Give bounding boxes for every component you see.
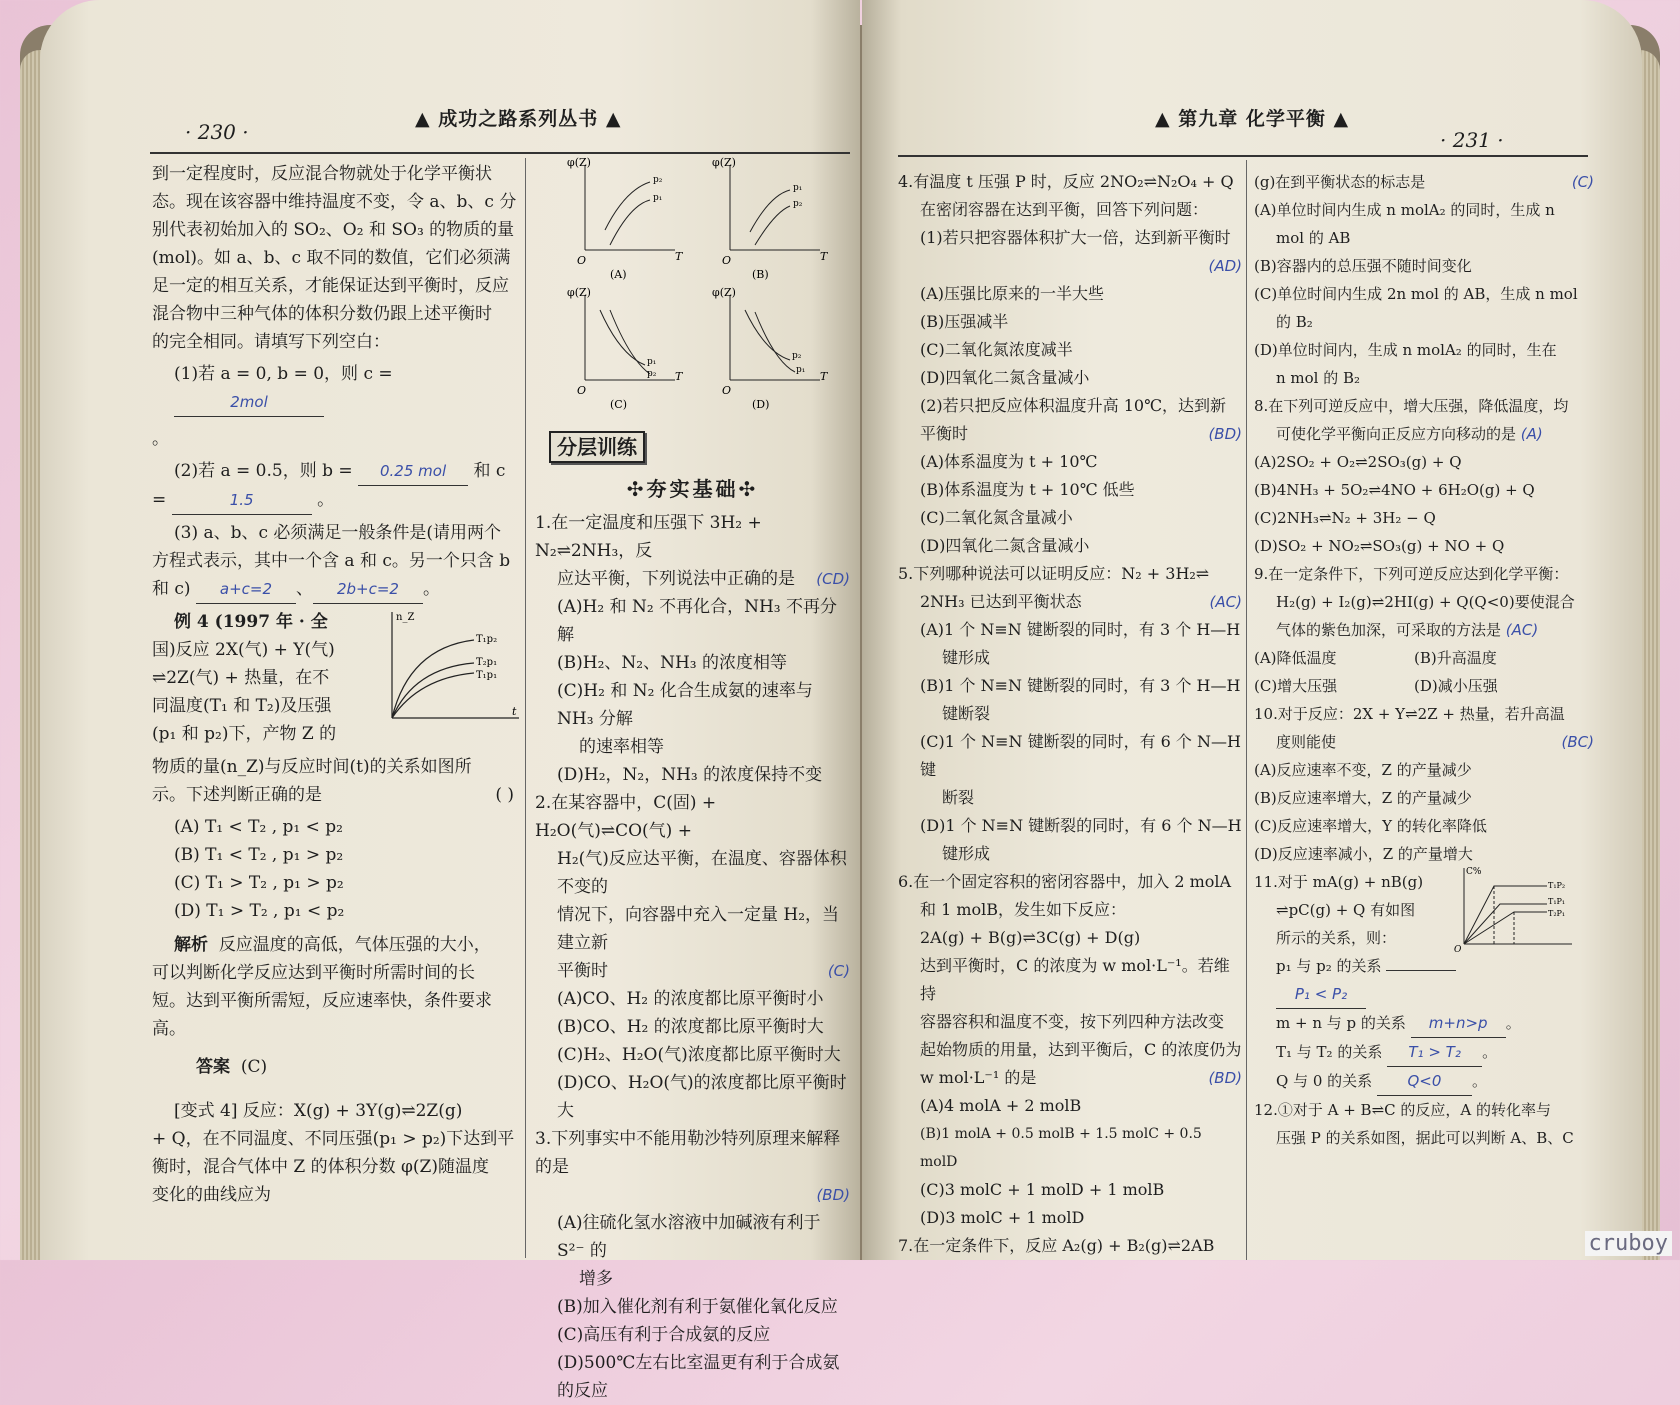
watermark: cruboy xyxy=(1585,1231,1672,1256)
question-7-start: 7.在一定条件下，反应 A₂(g) + B₂(g)⇌2AB xyxy=(898,1236,1215,1255)
question-7: (g)在到平衡状态的标志是 (C) (A)单位时间内生成 n molA₂ 的同时，生成 n mol 的 AB (B)容器内的总压强不随时间变化 (C)单位时间内生成 2n mol 的 AB，生成 n mol 的 B₂ (D)单位时间内，生成 n molA₂ 的同时，生在 n mol 的 B₂ xyxy=(1254,173,1594,387)
question-6: 6.在一个固定容积的密闭容器中，加入 2 molA 和 1 molB，发生如下反应： 2A(g) + B(g)⇌3C(g) + D(g) 达到平衡时，C 的浓度为 w mol·L⁻¹。若维持 容器容积和温度不变，按下列四种方法改变 起始物质的用量，达到平衡后，C 的浓度仍为 w mol·L⁻¹ 的是 (BD) (A)4 molA + 2 molB (B)1 molA + 0.5 molB + 1.5 molC + 0.5 molD (C)3 molC + 1 molD + 1 molB (D)3 molC + 1 molD xyxy=(898,872,1242,1227)
right-header-rule xyxy=(898,155,1588,157)
question-4: 4.有温度 t 压强 P 时，反应 2NO₂⇌N₂O₄ + Q 在密闭容器在达到平衡，回答下列问题： (1)若只把容器体积扩大一倍，达到新平衡时 (AD) (A)压强比原来的一半大些 (B)压强减半 (C)二氧化氮浓度减半 (D)四氧化二氮含量减小 (2)若只把反应体积温度升高 10℃，达到新 平衡时 (BD) (A)体系温度为 t + 10℃ (B)体系温度为 t + 10℃ 低些 (C)二氧化氮含量减小 (D)四氧化二氮含量减小 xyxy=(898,172,1242,555)
svg-text:T₁P₂: T₁P₂ xyxy=(1548,881,1566,890)
svg-text:T₂P₁: T₂P₁ xyxy=(1548,909,1566,918)
svg-text:φ(Z): φ(Z) xyxy=(567,286,591,299)
ex4-question: 示。下述判断正确的是 ( ) xyxy=(152,785,514,805)
example4-block: 例 4 (1997 年 · 全 国)反应 2X(气) + Y(气) ⇌2Z(气) + 热量，在不 同温度(T₁ 和 T₂)及压强 (p₁ 和 p₂)下，产物 Z 的 n_Z t T₁p₂ T₂p₁ T₁p₁ xyxy=(152,608,522,753)
variant4: [变式 4] 反应：X(g) + 3Y(g)⇌2Z(g) + Q，在不同温度、不同压强(p₁ > p₂)下达到平 衡时，混合气体中 Z 的体积分数 φ(Z)随温度 变化的曲线应为 xyxy=(152,1101,515,1205)
fill-q2-blank-c[interactable]: 1.5 xyxy=(172,486,312,515)
right-column-divider xyxy=(1246,160,1247,1260)
fill-q3: 和 c) a+c=2 、 2b+c=2 。 xyxy=(152,575,522,604)
right-page-header: ▲ 第九章 化学平衡 ▲ xyxy=(1155,108,1350,130)
fill-q3-blank-1[interactable]: a+c=2 xyxy=(196,575,296,604)
svg-text:T: T xyxy=(675,250,683,263)
svg-text:(C): (C) xyxy=(610,398,627,411)
left-col1: 到一定程度时，反应混合物就处于化学平衡状 态。现在该容器中维持温度不变，令 a、b、c 分 别代表初始加入的 SO₂、O₂ 和 SO₃ 的物质的量 (mol)。如 a、b、c 取不同的数值，它们必须满 足一定的相互关系，才能保证达到平衡时，反应 混合物中三种气体的体积分数仍跟上述平衡时 的完全相同。请填写下列空白： (1)若 a = 0, b = 0，则 c = 2mol 。 (2)若 a = 0.5，则 b = 0.25 mol 和 c = 1.5 。 (3) a、b、c 必须满足一般条件是(请用两个 方程式表示，其中一个含 a 和 c。另一个只含 b 和 c) a+c=2 、 2b+c=2 。 例 4 (1997 年 · 全 国)反应 2X(气) + Y(气) ⇌2Z(气) + 热量，在不 同温度(T₁ 和 T₂)及压强 (p₁ 和 p₂)下，产物 Z 的 n_Z t T₁p₂ T₂p₁ T₁p₁ 物质的量(n_Z)与反应时间(t)的关系如图所 示。下述判断正确的是 ( ) (A) T₁ < T₂ , p₁ < p₂ (B) T₁ < T₂ , p₁ > p₂ (C) T₁ > T₂ , p₁ > p₂ (D) T₁ > T₂ , p₁ < p₂ 解析 反应温度的高低，气体压强的大小， 可以判断化学反应达到平衡时所需时间的长 短。达到平衡所需短，反应速率快，条件要求 高。 答案 (C) [变式 4] 反应：X(g) + 3Y(g)⇌2Z(g) + Q，在不同温度、不同压强(p₁ > p₂)下达到平 衡时，混合气体中 Z 的体积分数 φ(Z)随温度 变化的曲线应为 xyxy=(152,160,522,1209)
left-col2 xyxy=(535,150,850,1405)
svg-text:O: O xyxy=(722,384,732,397)
ex4-curve-1-label: T₁p₂ xyxy=(476,634,498,645)
fill-q1: (1)若 a = 0, b = 0，则 c = 2mol xyxy=(152,360,522,417)
question-1: 1.在一定温度和压强下 3H₂ + N₂⇌2NH₃，反 应达平衡，下列说法中正确的是 (CD) (A)H₂ 和 N₂ 不再化合，NH₃ 不再分解 (B)H₂、N₂、NH₃ 的浓度相等 (C)H₂ 和 N₂ 化合生成氨的速率与 NH₃ 分解 的速率相等 (D)H₂，N₂，NH₃ 的浓度保持不变 xyxy=(535,513,850,785)
fill-q2-c: = 1.5 。 xyxy=(152,486,522,515)
svg-text:p₁: p₁ xyxy=(793,183,803,193)
ex4-graph-xlabel: t xyxy=(512,705,517,718)
question-8: 8.在下列可逆反应中，增大压强，降低温度，均 可使化学平衡向正反应方向移动的是 (A) (A)2SO₂ + O₂⇌2SO₃(g) + Q (B)4NH₃ + 5O₂⇌4NO + 6H₂O(g) + Q (C)2NH₃⇌N₂ + 3H₂ − Q (D)SO₂ + NO₂⇌SO₃(g) + NO + Q xyxy=(1254,397,1569,555)
ex4-curve-3-label: T₁p₁ xyxy=(476,670,498,681)
svg-text:T₁P₁: T₁P₁ xyxy=(1548,897,1566,906)
question-9: 9.在一定条件下，下列可逆反应达到化学平衡： H₂(g) + I₂(g)⇌2HI(g) + Q(Q<0)要使混合 气体的紫色加深，可采取的方法是 (AC) (A)降低温度 (B)升高温度 (C)增大压强 (D)减小压强 xyxy=(1254,565,1575,695)
left-page-header: ▲ 成功之路系列丛书 ▲ xyxy=(415,108,622,130)
variant4-graphs xyxy=(535,150,850,420)
svg-text:φ(Z): φ(Z) xyxy=(712,156,736,169)
left-column-divider xyxy=(525,158,526,1258)
layered-training-box: 分层训练 xyxy=(535,431,850,463)
fill-q2-blank-b[interactable]: 0.25 mol xyxy=(358,457,468,486)
q11-p-relation: p₁ 与 p₂ 的关系 xyxy=(1254,952,1594,980)
right-page-number: · 231 · xyxy=(1440,128,1504,152)
ex4-curve-2-label: T₂p₁ xyxy=(476,657,498,668)
svg-text:O: O xyxy=(722,254,732,267)
section-title: ✣夯实基础✣ xyxy=(626,477,759,501)
example4-graph xyxy=(384,608,524,728)
graph-a xyxy=(567,156,684,281)
svg-text:p₂: p₂ xyxy=(653,175,663,185)
svg-text:p₂: p₂ xyxy=(793,199,803,209)
graph-c xyxy=(567,286,684,411)
ex4-option-b[interactable]: (B) T₁ < T₂ , p₁ > p₂ xyxy=(174,845,344,865)
q11-mn-relation: m + n 与 p 的关系 m+n>p 。 xyxy=(1254,1009,1594,1038)
q11-t-relation: T₁ 与 T₂ 的关系 T₁ > T₂ 。 xyxy=(1254,1038,1594,1067)
ex4-curve-2 xyxy=(392,663,474,718)
graph-b xyxy=(712,156,829,281)
svg-text:(D): (D) xyxy=(752,398,770,411)
ex4-graph-ylabel: n_Z xyxy=(396,612,415,623)
question-10: 10.对于反应：2X + Y⇌2Z + 热量，若升高温 度则能使 (BC) (A)反应速率不变，Z 的产量减少 (B)反应速率增大，Z 的产量减少 (C)反应速率增大，Y 的转化率降低 (D)反应速率减小，Z 的产量增大 xyxy=(1254,705,1594,863)
left-page xyxy=(40,0,860,1401)
svg-text:T: T xyxy=(675,370,683,383)
question-3: 3.下列事实中不能用勒沙特列原理来解释的是 (BD) (A)往硫化氢水溶液中加碱液有利于 S²⁻ 的 增多 (B)加入催化剂有利于氨催化氧化反应 (C)高压有利于合成氨的反应 (D)500℃左右比室温更有利于合成氨的反应 xyxy=(535,1129,850,1401)
fill-q3-blank-2[interactable]: 2b+c=2 xyxy=(313,575,423,604)
ex4-option-c[interactable]: (C) T₁ > T₂ , p₁ > p₂ xyxy=(174,873,344,893)
fill-q2: (2)若 a = 0.5，则 b = 0.25 mol 和 c xyxy=(152,457,522,486)
analysis: 解析 反应温度的高低，气体压强的大小， xyxy=(174,935,491,955)
svg-text:φ(Z): φ(Z) xyxy=(712,286,736,299)
ex4-options xyxy=(152,813,522,925)
svg-text:(B): (B) xyxy=(752,268,769,281)
svg-text:φ(Z): φ(Z) xyxy=(567,156,591,169)
intro-paragraph: 到一定程度时，反应混合物就处于化学平衡状 态。现在该容器中维持温度不变，令 a、b、c 分 别代表初始加入的 SO₂、O₂ 和 SO₃ 的物质的量 (mol)。如 a、b、c 取不同的数值，它们必须满 足一定的相互关系，才能保证达到平衡时，反应 混合物中三种气体的体积分数仍跟上述平衡时 的完全相同。请填写下列空白： xyxy=(152,164,517,352)
q11-p-answer[interactable]: P₁ < P₂ xyxy=(1276,980,1366,1009)
right-col2 xyxy=(1254,168,1594,1152)
ex4-curve-3 xyxy=(392,673,474,718)
svg-text:T: T xyxy=(820,250,828,263)
svg-text:p₂: p₂ xyxy=(647,369,657,379)
svg-text:p₂: p₂ xyxy=(792,351,802,361)
ex4-option-a[interactable]: (A) T₁ < T₂ , p₁ < p₂ xyxy=(174,817,343,837)
question-12: 12.①对于 A + B⇌C 的反应，A 的转化率与 压强 P 的关系如图，据此可以判断 A、B、C xyxy=(1254,1101,1574,1147)
question-5: 5.下列哪种说法可以证明反应：N₂ + 3H₂⇌ 2NH₃ 已达到平衡状态 (AC) (A)1 个 N≡N 键断裂的同时，有 3 个 H—H 键形成 (B)1 个 N≡N 键断裂的同时，有 3 个 H—H 键断裂 (C)1 个 N≡N 键断裂的同时，有 6 个 N—H 键 断裂 (D)1 个 N≡N 键断裂的同时，有 6 个 N—H 键形成 xyxy=(898,564,1242,863)
svg-text:O: O xyxy=(1454,945,1462,955)
fill-q1-blank[interactable]: 2mol xyxy=(174,388,324,417)
left-page-number: · 230 · xyxy=(185,120,249,144)
svg-text:T: T xyxy=(820,370,828,383)
question-2: 2.在某容器中，C(固) + H₂O(气)⇌CO(气) + H₂(气)反应达平衡，在温度、容器体积不变的 情况下，向容器中充入一定量 H₂，当建立新 平衡时 (C) (A)CO、H₂ 的浓度都比原平衡时小 (B)CO、H₂ 的浓度都比原平衡时大 (C)H₂、H₂O(气)浓度都比原平衡时大 (D)CO、H₂O(气)的浓度都比原平衡时大 xyxy=(535,793,850,1121)
answer: 答案 (C) xyxy=(196,1057,268,1077)
ex4-curve-1 xyxy=(392,640,474,718)
svg-text:p₁: p₁ xyxy=(796,365,806,375)
q11-graph xyxy=(1452,864,1577,954)
ex4-option-d[interactable]: (D) T₁ > T₂ , p₁ < p₂ xyxy=(174,901,345,921)
question-11: 11.对于 mA(g) + nB(g) ⇌pC(g) + Q 有如图 所示的关系，则： C% O T₁P₂ T₁P₁ T₂P₁ p₁ 与 p₂ 的关系 P₁ < P₂ m + n 与 p 的关系 m+n>p 。 T₁ 与 T₂ 的关系 T₁ > T₂ 。 Q 与 0 的关系 Q<0 。 xyxy=(1254,868,1594,1096)
svg-text:O: O xyxy=(577,254,587,267)
svg-text:p₁: p₁ xyxy=(653,193,663,203)
svg-text:(A): (A) xyxy=(610,268,627,281)
svg-text:p₁: p₁ xyxy=(647,357,657,367)
right-col1 xyxy=(898,168,1242,1260)
svg-text:O: O xyxy=(577,384,587,397)
graph-d xyxy=(712,286,829,411)
svg-text:C%: C% xyxy=(1466,867,1482,877)
q11-q-relation: Q 与 0 的关系 Q<0 。 xyxy=(1254,1067,1594,1096)
right-page xyxy=(862,0,1642,1260)
